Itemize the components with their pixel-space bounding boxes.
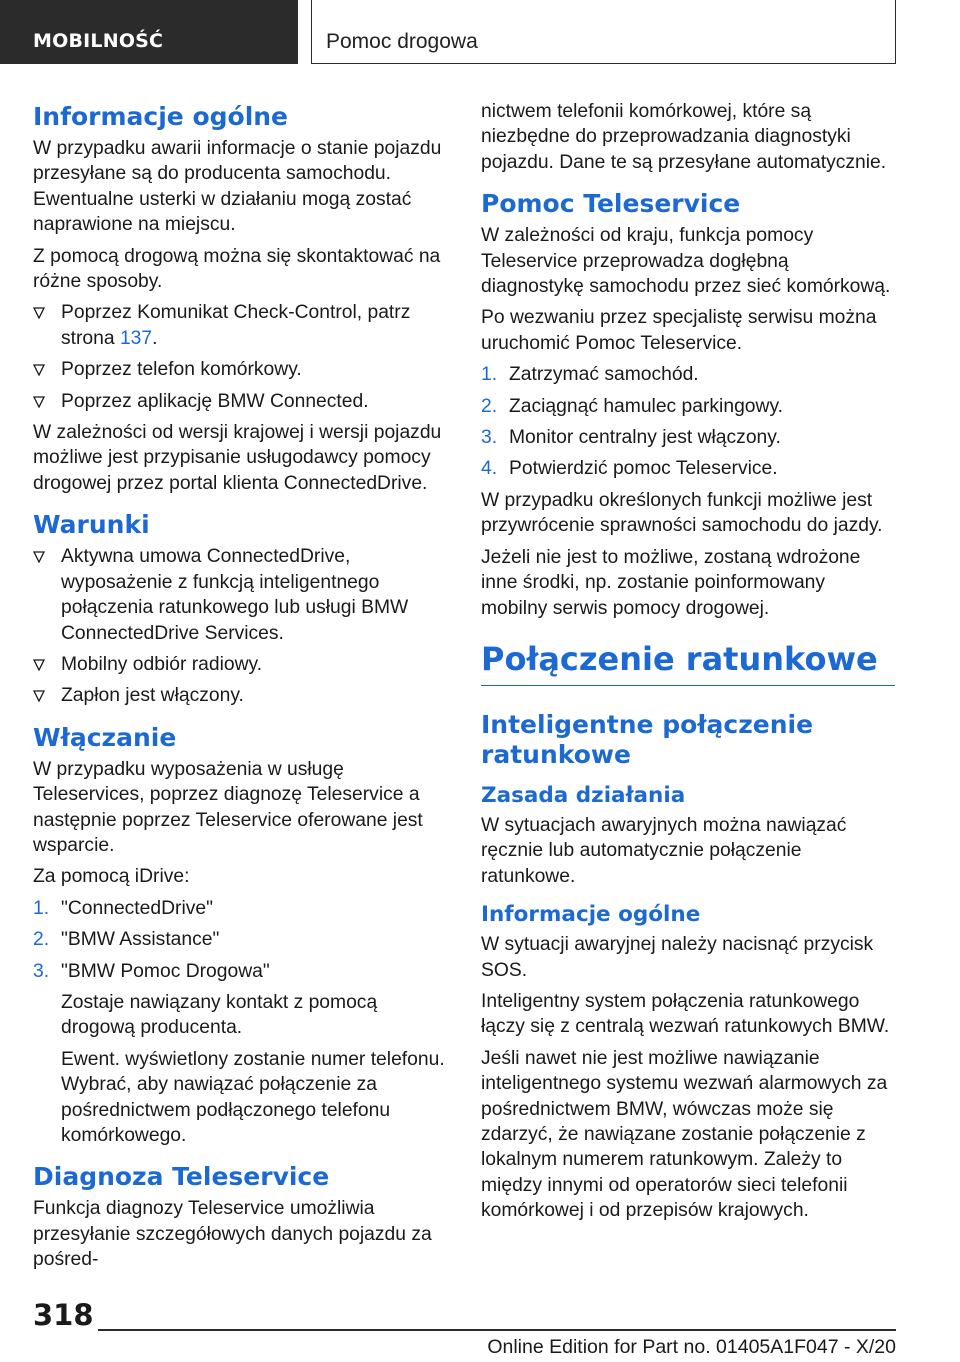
heading-warunki: Warunki — [33, 510, 150, 540]
left-column — [33, 102, 451, 1279]
list-item: 4. Potwierdzić pomoc Teleservice. — [481, 458, 778, 480]
page-number: 318 — [33, 1298, 94, 1332]
triangle-bullet-icon — [33, 364, 45, 376]
paragraph: W sytuacjach awaryjnych można nawiązać ręcznie lub automatycznie połączenie ratunkowe. — [481, 814, 847, 887]
contact-list — [33, 300, 451, 414]
paragraph: Po wezwaniu przez specjalistę serwisu można uruchomić Pomoc Teleservice. — [481, 307, 877, 354]
list-item: Mobilny odbiór radiowy. — [33, 652, 451, 677]
topic-tab — [311, 0, 896, 64]
paragraph: Jeśli nawet nie jest możliwe nawiązanie inteligentnego systemu wezwań alarmowych za pośrednictwem BMW, wówczas może się zdarzyć, że nawiązane zostanie połączenie z lokalnym numerem ratunkowym. Zależy to między innymi od operatorów sieci telefonii komórkowej i od przepisów krajowych. — [481, 1047, 888, 1222]
section-title: MOBILNOŚĆ — [33, 30, 164, 52]
paragraph: W zależności od wersji krajowej i wersji pojazdu możliwe jest przypisanie usługodawcy pomocy drogowej przez portal klienta ConnectedDrive. — [33, 422, 442, 494]
footer-edition: Online Edition for Part no. 01405A1F047 - X/20 — [487, 1336, 896, 1358]
heading-polaczenie-ratunkowe: Połączenie ratunkowe — [481, 639, 895, 686]
heading-pomoc-teleservice: Pomoc Teleservice — [481, 189, 741, 219]
triangle-bullet-icon — [33, 690, 45, 702]
heading-informacje-ogolne: Informacje ogólne — [33, 102, 289, 131]
paragraph: Z pomocą drogową można się skontaktować na różne sposoby. — [33, 245, 441, 293]
step-note: Ewent. wyświetlony zostanie numer telefonu. Wybrać, aby nawiązać połączenie za pośrednictwem podłączonego telefonu komórkowego. — [61, 1048, 445, 1146]
requirements-list — [33, 544, 451, 708]
right-column — [481, 99, 895, 1230]
list-item: 3. Monitor centralny jest włączony. — [481, 427, 781, 449]
topic-title: Pomoc drogowa — [326, 30, 478, 53]
list-item: Poprzez aplikację BMW Connected. — [33, 389, 451, 414]
paragraph: W przypadku awarii informacje o stanie pojazdu przesyłane są do producenta samochodu. Ewentualne usterki w działaniu mogą zostać naprawione na miejscu. — [33, 138, 442, 236]
list-item: 1. "ConnectedDrive" — [33, 897, 213, 919]
idrive-steps — [33, 896, 451, 984]
heading-diagnoza: Diagnoza Teleservice — [33, 1162, 330, 1192]
paragraph: W zależności od kraju, funkcja pomocy Teleservice przeprowadza dogłębną diagnostykę samochodu przez sieć komórkową. — [481, 225, 891, 298]
paragraph: Inteligentny system połączenia ratunkowego łączy się z centralą wezwań ratunkowych BMW. — [481, 990, 890, 1038]
list-item: 2. Zaciągnąć hamulec parkingowy. — [481, 395, 784, 417]
list-item: 2. "BMW Assistance" — [33, 929, 220, 951]
paragraph: W sytuacji awaryjnej należy nacisnąć przycisk SOS. — [481, 934, 874, 981]
list-item: Poprzez telefon komórkowy. — [33, 357, 451, 382]
heading-inteligentne-polaczenie: Inteligentne połączenie ratunkowe — [481, 709, 814, 769]
step-note: Zostaje nawiązany kontakt z pomocą drogową producenta. — [61, 991, 378, 1039]
list-item: Poprzez Komunikat Check-Control, patrz strona 137. — [33, 300, 451, 351]
paragraph: Jeżeli nie jest to możliwe, zostaną wdrożone inne środki, np. zostanie poinformowany mobilny serwis pomocy drogowej. — [481, 546, 861, 619]
heading-informacje-ogolne-2: Informacje ogólne — [481, 902, 701, 928]
triangle-bullet-icon — [33, 307, 45, 319]
list-item: Aktywna umowa ConnectedDrive, wyposażenie z funkcją inteligentnego połączenia ratunkowego lub usługi BMW ConnectedDrive Services. — [33, 544, 451, 646]
paragraph: Za pomocą iDrive: — [33, 866, 190, 888]
page-link[interactable]: 137 — [119, 327, 153, 349]
triangle-bullet-icon — [33, 396, 45, 408]
section-tab — [0, 0, 298, 64]
list-item: Zapłon jest włączony. — [33, 683, 451, 708]
paragraph: W przypadku określonych funkcji możliwe jest przywrócenie sprawności samochodu do jazdy. — [481, 489, 883, 537]
teleservice-steps — [481, 362, 895, 482]
list-item: 3. "BMW Pomoc Drogowa" — [33, 960, 270, 982]
heading-wlaczanie: Włączanie — [33, 722, 177, 752]
heading-zasada-dzialania: Zasada działania — [481, 782, 686, 808]
triangle-bullet-icon — [33, 659, 45, 671]
list-item: 1. Zatrzymać samochód. — [481, 364, 699, 386]
footer-divider — [98, 1329, 896, 1331]
paragraph: nictwem telefonii komórkowej, które są niezbędne do przeprowadzania diagnostyki pojazdu. Dane te są przesyłane automatycznie. — [481, 101, 887, 173]
paragraph: W przypadku wyposażenia w usługę Teleservices, poprzez diagnozę Teleservice a następnie poprzez Teleservice oferowane jest wsparcie. — [33, 758, 423, 856]
paragraph: Funkcja diagnozy Teleservice umożliwia przesyłanie szczegółowych danych pojazdu za pośred- — [33, 1198, 432, 1271]
triangle-bullet-icon — [33, 551, 45, 563]
